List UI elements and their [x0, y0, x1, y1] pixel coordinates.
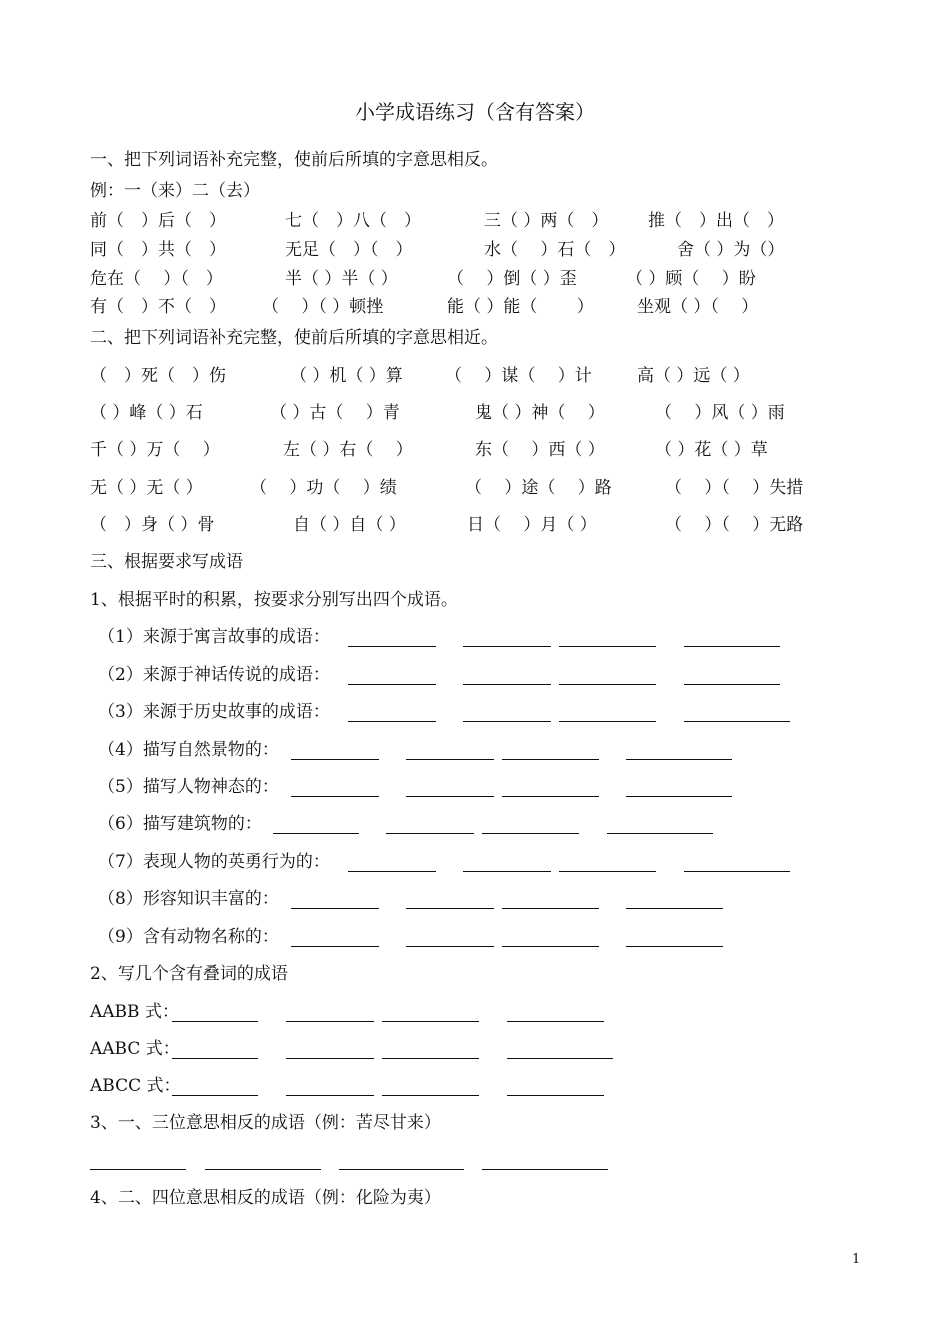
s2-r4-c2: 日（ ）月（ ）	[467, 515, 597, 535]
answer-blank[interactable]	[382, 1095, 479, 1096]
s1-r0-c3: 推（ ）出（ ）	[648, 211, 784, 231]
s1-r3-c1: （ ）（ ）顿挫	[262, 297, 384, 317]
answer-blank[interactable]	[626, 759, 732, 760]
q1-item-8: （8）形容知识丰富的：	[98, 889, 279, 909]
s2-r2-c0: 千（ ）万（ ）	[90, 440, 220, 460]
s1-r2-c3: （ ）顾（ ）盼	[626, 269, 756, 289]
answer-blank[interactable]	[463, 871, 551, 872]
answer-blank[interactable]	[507, 1095, 604, 1096]
s1-r0-c1: 七（ ）八（ ）	[285, 211, 421, 231]
q1-item-6: （6）描写建筑物的：	[98, 814, 262, 834]
s2-r0-c0: （ ）死（ ）伤	[90, 366, 226, 386]
s1-r0-c2: 三（ ）两（ ）	[484, 211, 609, 231]
answer-blank[interactable]	[502, 908, 599, 909]
section1-heading: 一、把下列词语补充完整，使前后所填的字意思相反。	[90, 150, 498, 170]
s1-r1-c0: 同（ ）共（ ）	[90, 240, 226, 260]
s2-r1-c1: （ ）古（ ）青	[270, 403, 400, 423]
q2-item-abcc: ABCC 式：	[90, 1076, 181, 1096]
q3-heading: 3、一、三位意思相反的成语（例：苦尽甘来）	[90, 1113, 441, 1133]
answer-blank[interactable]	[502, 759, 599, 760]
s2-r3-c0: 无（ ）无（ ）	[90, 478, 203, 498]
answer-blank[interactable]	[559, 721, 656, 722]
q2-heading: 2、写几个含有叠词的成语	[90, 964, 288, 984]
s1-r3-c2: 能（ ）能（ ）	[447, 297, 594, 317]
q1-item-9: （9）含有动物名称的：	[98, 927, 279, 947]
s1-r3-c0: 有（ ）不（ ）	[90, 297, 226, 317]
s2-r1-c2: 鬼（ ）神（ ）	[475, 403, 605, 423]
q2-item-aabc: AABC 式：	[90, 1039, 180, 1059]
answer-blank[interactable]	[348, 721, 436, 722]
s2-r4-c1: 自（ ）自（ ）	[293, 515, 406, 535]
s2-r3-c2: （ ）途（ ）路	[465, 478, 612, 498]
answer-blank[interactable]	[463, 684, 551, 685]
s1-r2-c0: 危在（ ）（ ）	[90, 269, 223, 289]
q4-heading: 4、二、四位意思相反的成语（例：化险为夷）	[90, 1188, 441, 1208]
answer-blank[interactable]	[382, 1021, 479, 1022]
s2-r2-c2: 东（ ）西（ ）	[475, 440, 605, 460]
q1-heading: 1、根据平时的积累，按要求分别写出四个成语。	[90, 590, 458, 610]
answer-blank[interactable]	[626, 796, 732, 797]
answer-blank[interactable]	[463, 646, 551, 647]
page-title: 小学成语练习（含有答案）	[355, 100, 595, 124]
answer-blank[interactable]	[684, 684, 780, 685]
answer-blank[interactable]	[507, 1058, 613, 1059]
answer-blank[interactable]	[684, 871, 790, 872]
q1-item-1: （1）来源于寓言故事的成语：	[98, 627, 330, 647]
q1-item-2: （2）来源于神话传说的成语：	[98, 665, 330, 685]
answer-blank[interactable]	[291, 796, 379, 797]
s1-r2-c1: 半（ ）半（ ）	[285, 269, 398, 289]
answer-blank[interactable]	[607, 833, 713, 834]
answer-blank[interactable]	[684, 721, 790, 722]
s2-r4-c3: （ ）（ ）无路	[665, 515, 804, 535]
q1-item-3: （3）来源于历史故事的成语：	[98, 702, 330, 722]
s1-r3-c3: 坐观（ ）（ ）	[637, 297, 759, 317]
q1-item-7: （7）表现人物的英勇行为的：	[98, 852, 330, 872]
section1-example: 例：一（来）二（去）	[90, 181, 260, 201]
s2-r2-c3: （ ）花（ ）草	[655, 440, 768, 460]
answer-blank[interactable]	[172, 1021, 258, 1022]
answer-blank[interactable]	[386, 833, 474, 834]
answer-blank[interactable]	[348, 646, 436, 647]
s1-r1-c1: 无足（ ）（ ）	[285, 240, 413, 260]
s2-r0-c1: （ ）机（ ）算	[290, 366, 403, 386]
s2-r0-c3: 高（ ）远（ ）	[637, 366, 750, 386]
answer-blank[interactable]	[172, 1095, 258, 1096]
answer-blank[interactable]	[291, 759, 379, 760]
answer-blank[interactable]	[286, 1021, 374, 1022]
answer-blank[interactable]	[559, 871, 656, 872]
s2-r0-c2: （ ）谋（ ）计	[445, 366, 592, 386]
answer-blank[interactable]	[406, 759, 494, 760]
s1-r1-c3: 舍（ ）为（）	[677, 240, 785, 260]
s1-r0-c0: 前（ ）后（ ）	[90, 211, 226, 231]
answer-blank[interactable]	[339, 1169, 464, 1170]
answer-blank[interactable]	[406, 796, 494, 797]
answer-blank[interactable]	[482, 1169, 608, 1170]
answer-blank[interactable]	[286, 1058, 374, 1059]
answer-blank[interactable]	[348, 871, 436, 872]
answer-blank[interactable]	[406, 908, 494, 909]
s2-r4-c0: （ ）身（ ）骨	[90, 515, 215, 535]
answer-blank[interactable]	[406, 946, 494, 947]
section3-heading: 三、根据要求写成语	[90, 552, 243, 572]
q2-item-aabb: AABB 式：	[90, 1002, 179, 1022]
section2-heading: 二、把下列词语补充完整，使前后所填的字意思相近。	[90, 328, 498, 348]
q1-item-5: （5）描写人物神态的：	[98, 777, 279, 797]
answer-blank[interactable]	[382, 1058, 479, 1059]
s2-r2-c1: 左（ ）右（ ）	[283, 440, 413, 460]
answer-blank[interactable]	[502, 946, 599, 947]
answer-blank[interactable]	[205, 1169, 321, 1170]
q1-item-4: （4）描写自然景物的：	[98, 740, 279, 760]
answer-blank[interactable]	[291, 908, 379, 909]
answer-blank[interactable]	[626, 908, 723, 909]
s1-r1-c2: 水（ ）石（ ）	[484, 240, 626, 260]
answer-blank[interactable]	[90, 1169, 186, 1170]
s1-r2-c2: （ ）倒（ ）歪	[447, 269, 577, 289]
page-number: 1	[852, 1252, 861, 1267]
answer-blank[interactable]	[463, 721, 551, 722]
s2-r1-c3: （ ）风（ ）雨	[655, 403, 785, 423]
answer-blank[interactable]	[273, 833, 359, 834]
answer-blank[interactable]	[684, 646, 780, 647]
answer-blank[interactable]	[507, 1021, 604, 1022]
answer-blank[interactable]	[348, 684, 436, 685]
answer-blank[interactable]	[502, 796, 599, 797]
answer-blank[interactable]	[286, 1095, 374, 1096]
answer-blank[interactable]	[291, 946, 379, 947]
s2-r1-c0: （ ）峰（ ）石	[90, 403, 203, 423]
answer-blank[interactable]	[559, 646, 656, 647]
answer-blank[interactable]	[559, 684, 656, 685]
s2-r3-c1: （ ）功（ ）绩	[250, 478, 397, 498]
answer-blank[interactable]	[172, 1058, 258, 1059]
answer-blank[interactable]	[482, 833, 579, 834]
answer-blank[interactable]	[626, 946, 723, 947]
s2-r3-c3: （ ）（ ）失措	[665, 478, 804, 498]
